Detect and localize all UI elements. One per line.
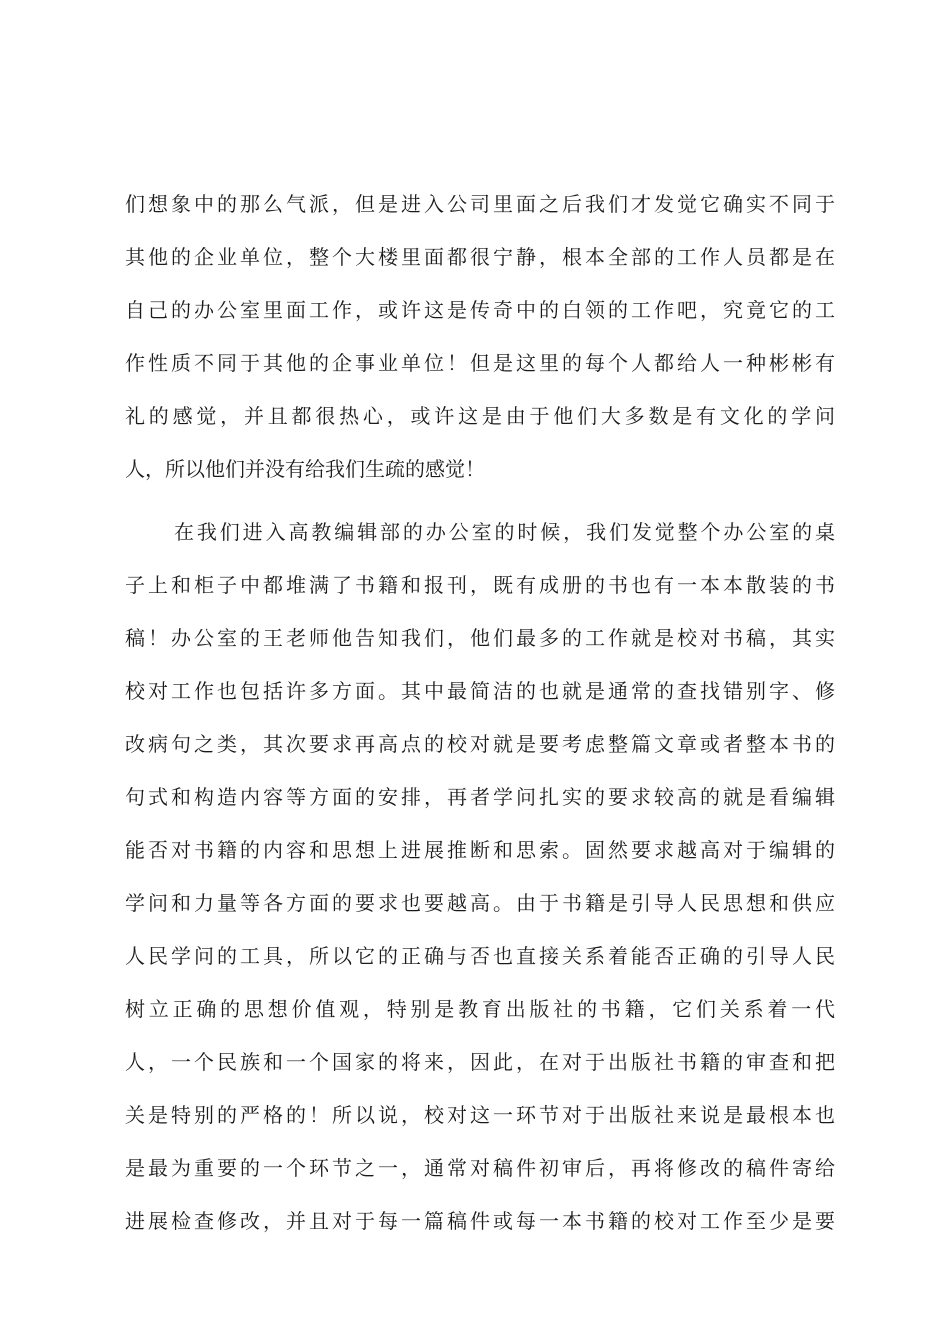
text-line: 进展检查修改，并且对于每一篇稿件或每一本书籍的校对工作至少是要: [125, 1209, 835, 1233]
text-line: 句式和构造内容等方面的安排，再者学问扎实的要求较高的就是看编辑: [125, 785, 835, 809]
text-line: 自己的办公室里面工作，或许这是传奇中的白领的工作吧，究竟它的工: [125, 298, 835, 322]
text-line: 礼的感觉，并且都很热心，或许这是由于他们大多数是有文化的学问: [125, 404, 835, 428]
paragraph-1: [125, 184, 835, 489]
text-line: 稿！办公室的王老师他告知我们，他们最多的工作就是校对书稿，其实: [125, 626, 835, 650]
text-line: 们想象中的那么气派，但是进入公司里面之后我们才发觉它确实不同于: [125, 192, 835, 216]
text-line: 人民学问的工具，所以它的正确与否也直接关系着能否正确的引导人民: [125, 944, 835, 968]
text-line: 其他的企业单位，整个大楼里面都很宁静，根本全部的工作人员都是在: [125, 245, 835, 269]
text-line: 在我们进入高教编辑部的办公室的时候，我们发觉整个办公室的桌: [174, 520, 835, 544]
text-line: 关是特别的严格的！所以说，校对这一环节对于出版社来说是最根本也: [125, 1103, 835, 1127]
text-line: 子上和柜子中都堆满了书籍和报刊，既有成册的书也有一本本散装的书: [125, 573, 835, 597]
text-line: 人，所以他们并没有给我们生疏的感觉！: [125, 457, 485, 481]
text-line: 是最为重要的一个环节之一，通常对稿件初审后，再将修改的稿件寄给: [125, 1156, 835, 1180]
document-body: [125, 184, 835, 1241]
text-line: 作性质不同于其他的企事业单位！但是这里的每个人都给人一种彬彬有: [125, 351, 835, 375]
text-line: 学问和力量等各方面的要求也要越高。由于书籍是引导人民思想和供应: [125, 891, 835, 915]
text-line: 人，一个民族和一个国家的将来，因此，在对于出版社书籍的审查和把: [125, 1050, 835, 1074]
text-line: 能否对书籍的内容和思想上进展推断和思索。固然要求越高对于编辑的: [125, 838, 835, 862]
text-line: 树立正确的思想价值观，特别是教育出版社的书籍，它们关系着一代: [125, 997, 835, 1021]
paragraph-2: [125, 512, 835, 1241]
text-line: 改病句之类，其次要求再高点的校对就是要考虑整篇文章或者整本书的: [125, 732, 835, 756]
paragraph-spacer: [125, 489, 835, 512]
text-line: 校对工作也包括许多方面。其中最简洁的也就是通常的查找错别字、修: [125, 679, 835, 703]
